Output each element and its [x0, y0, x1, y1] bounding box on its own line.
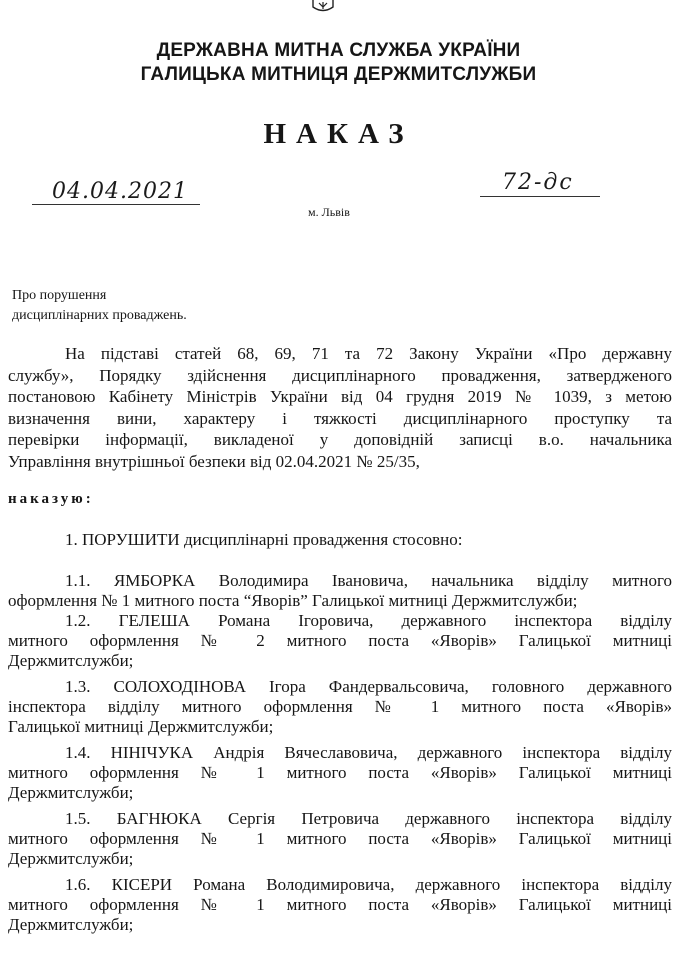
text-line: Держмитслужби; [8, 651, 134, 670]
org-name-line-2: ГАЛИЦЬКА МИТНИЦЯ ДЕРЖМИТСЛУЖБИ [140, 64, 537, 85]
text-line: 1.2. ГЕЛЕША Романа Ігоровича, державного інспектора відділу [65, 611, 672, 630]
city: м. Львів [308, 205, 350, 219]
text-line: митного оформлення № 2 митного поста «Яворів» Галицької митниці [8, 631, 672, 650]
coat-of-arms-icon [310, 0, 336, 12]
text-line: службу», Порядку здійснення дисциплінарного провадження, затвердженого [8, 365, 672, 385]
text-line: На підставі статей 68, 69, 71 та 72 Закону України «Про державну [65, 344, 672, 363]
text-line: 1.4. НІНІЧУКА Андрія Вячеславовича, державного інспектора відділу [65, 743, 672, 762]
text-line: Держмитслужби; [8, 783, 134, 802]
text-line: 1.1. ЯМБОРКА Володимира Івановича, начальника відділу митного [65, 571, 672, 590]
number-underline [480, 196, 600, 197]
subject [12, 286, 187, 326]
org-name-line-1: ДЕРЖАВНА МИТНА СЛУЖБА УКРАЇНИ [156, 40, 521, 61]
list-item [8, 743, 672, 803]
list-item [8, 875, 672, 935]
document-date: 04.04.2021 [52, 179, 188, 204]
text-line: 1. ПОРУШИТИ дисциплінарні провадження стосовно: [65, 530, 463, 549]
subject-line: Про порушення [12, 288, 107, 303]
document-title: НАКАЗ [263, 118, 414, 150]
order-subitems [8, 571, 672, 935]
list-item [8, 611, 672, 671]
text-line: 1.6. КІСЕРИ Романа Володимировича, державного інспектора відділу [65, 875, 672, 894]
text-line: 1.3. СОЛОХОДІНОВА Ігора Фандервальсовича, головного державного [65, 677, 672, 696]
text-line: Управління внутрішньої безпеки від 02.04.2021 № 25/35, [8, 451, 420, 471]
text-line: митного оформлення № 1 митного поста «Яворів» Галицької митниці [8, 763, 672, 782]
text-line: перевірки інформації, викладеної у доповідній записці в.о. начальника [8, 430, 672, 449]
list-item [8, 809, 672, 869]
text-line: оформлення № 1 митного поста “Яворів” Галицької митниці Держмитслужби; [8, 591, 578, 610]
text-line: визначення вини, характеру і тяжкості дисциплінарного проступку та [8, 408, 672, 428]
text-line: митного оформлення № 1 митного поста «Яворів» Галицької митниці [8, 829, 672, 848]
list-item [8, 571, 672, 611]
preamble-paragraph [8, 343, 672, 472]
text-line: інспектора відділу митного оформлення № 1 митного поста «Яворів» [8, 697, 672, 716]
subject-line: дисциплінарних проваджень. [12, 308, 187, 323]
document-number: 72-дс [502, 170, 574, 195]
order-word: наказую: [8, 491, 94, 507]
list-item [8, 677, 672, 737]
text-line: Держмитслужби; [8, 915, 134, 934]
order-item-1 [8, 529, 672, 551]
text-line: Галицької митниці Держмитслужби; [8, 717, 274, 736]
text-line: 1.5. БАГНЮКА Сергія Петровича державного інспектора відділу [65, 809, 672, 828]
text-line: митного оформлення № 1 митного поста «Яворів» Галицької митниці [8, 895, 672, 914]
date-underline [32, 204, 200, 205]
text-line: постановою Кабінету Міністрів України від 04 грудня 2019 № 1039, з метою [8, 387, 672, 406]
text-line: Держмитслужби; [8, 849, 134, 868]
